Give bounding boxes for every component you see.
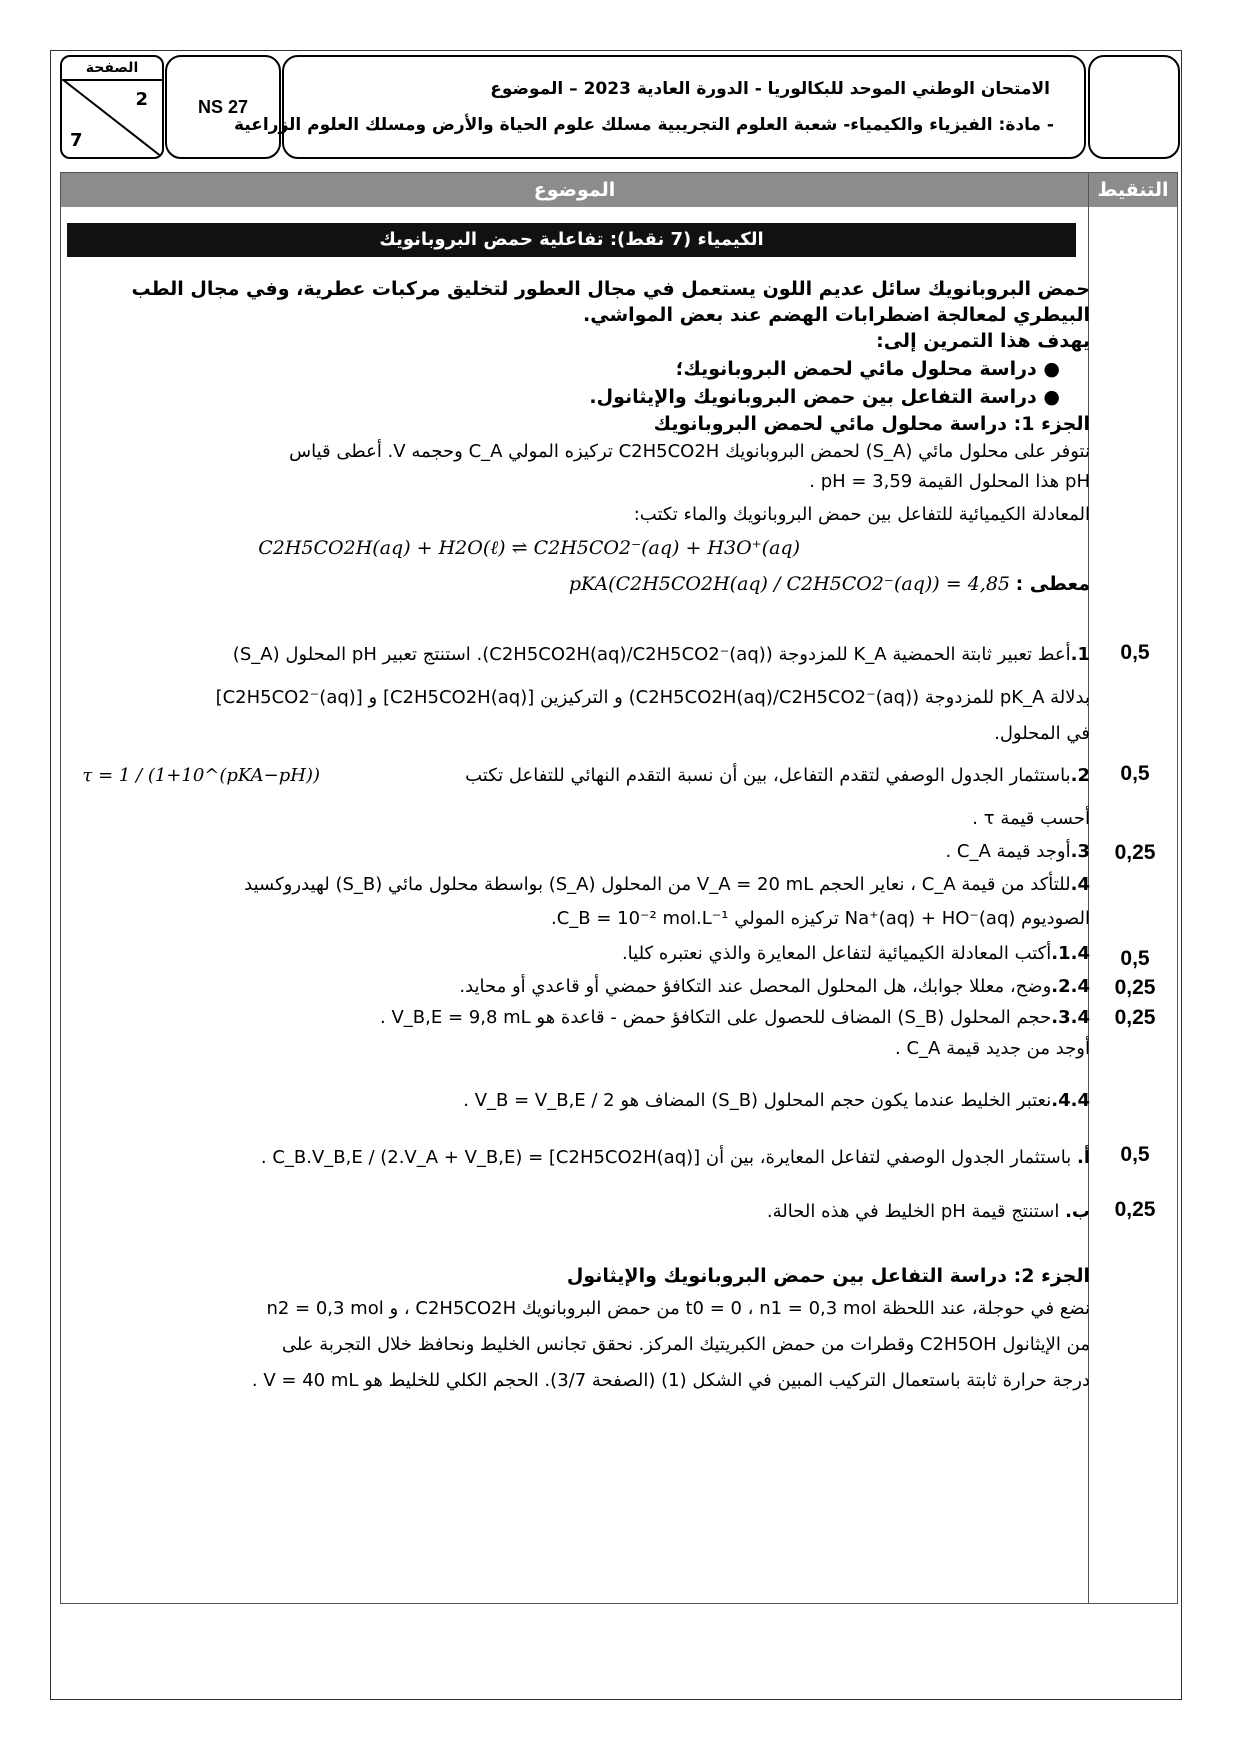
question-1-line2: بدلالة pK_A للمزدوجة (C2H5CO2H(aq)/C2H5CO2⁻(aq)) و التركيزين [C2H5CO2H(aq)] و [C2H5CO2⁻(aq)] [215,687,1090,708]
exam-code: NS 27 [165,55,281,159]
bullet2-text: دراسة التفاعل بين حمض البروبانويك والإيثانول. [589,386,1037,408]
question-2 [465,764,1090,788]
score-q4-2: 0,25 [1114,976,1156,999]
page-total: 7 [70,130,83,151]
question-4-3-line2: أوجد من جديد قيمة C_A . [895,1038,1090,1059]
part1-title: الجزء 1: دراسة محلول مائي لحمض البروبانويك [653,413,1090,435]
q2-num: 2. [1070,765,1090,786]
q44-text: نعتبر الخليط عندما يكون حجم المحلول (S_B) المضاف هو V_B = V_B,E / 2 . [463,1090,1052,1111]
q44a-num: أ. [1076,1147,1090,1168]
q1-text: أعط تعبير ثابتة الحمضية K_A للمزدوجة (C2H5CO2H(aq)/C2H5CO2⁻(aq)). استنتج تعبير pH المحلول (S_A) [232,644,1071,665]
question-4 [244,873,1090,897]
q3-num: 3. [1070,841,1090,862]
q43-text: حجم المحلول (S_B) المضاف للحصول على التكافؤ حمض - قاعدة هو V_B,E = 9,8 mL . [380,1007,1052,1028]
question-4-3 [380,1006,1090,1030]
header-blank-box [1088,55,1180,159]
exam-title-box [233,55,1086,159]
intro-goal: يهدف هذا التمرين إلى: [876,330,1090,352]
question-2-line2: أحسب قيمة τ . [972,808,1090,829]
q1-num: 1. [1070,644,1090,665]
q44b-text: استنتج قيمة pH الخليط في هذه الحالة. [766,1201,1060,1222]
reaction-equation: C2H5CO2H(aq) + H2O(ℓ) ⇌ C2H5CO2⁻(aq) + H3O⁺(aq) [258,537,800,559]
exam-title-line2: - مادة: الفيزياء والكيمياء- شعبة العلوم التجريبية مسلك علوم الحياة والأرض ومسلك العلوم الزراعية [233,115,1054,135]
part2-title: الجزء 2: دراسة التفاعل بين حمض البروبانويك والإيثانول [566,1265,1090,1287]
q3-text: أوجد قيمة C_A . [945,841,1071,862]
question-4-4 [463,1089,1090,1113]
q41-text: أكتب المعادلة الكيميائية لتفاعل المعايرة والذي نعتبره كليا. [621,943,1052,964]
page-number-box [60,55,164,159]
question-3 [945,840,1090,864]
question-4-1 [622,942,1090,966]
score-q3: 0,25 [1114,841,1156,864]
page-current: 2 [135,89,148,110]
q44-num: 4.4. [1051,1090,1090,1111]
question-4-4-b [767,1200,1090,1224]
page-label: الصفحة [62,57,162,81]
q44a-text: باستثمار الجدول الوصفي لتفاعل المعايرة، بين أن [C2H5CO2H(aq)] = C_B.V_B,E / (2.V_A + V_B,E) . [260,1147,1072,1168]
part2-p1: نضع في حوجلة، عند اللحظة t0 = 0 ، n1 = 0,3 mol من حمض البروبانويك C2H5CO2H ، و n2 = 0,3 mol [266,1298,1090,1319]
part2-p3: درجة حرارة ثابتة باستعمال التركيب المبين في الشكل (1) (الصفحة 3/7). الحجم الكلي للخليط هو V = 40 mL . [251,1370,1090,1391]
question-1-line3: في المحلول. [994,723,1090,744]
part1-p2: المعادلة الكيميائية للتفاعل بين حمض البروبانويك والماء تكتب: [633,504,1090,525]
subject-header: الموضوع [61,173,1088,207]
q42-text: وضح، معللا جوابك، هل المحلول المحصل عند التكافؤ حمضي أو قاعدي أو محايد. [459,976,1052,997]
section-title: الكيمياء (7 نقط): تفاعلية حمض البروبانويك [67,223,1076,257]
score-q4-1: 0,5 [1120,947,1150,970]
score-q2: 0,5 [1120,762,1150,785]
question-4-2 [459,975,1090,999]
score-header: التنقيط [1089,173,1177,207]
q43-num: 3.4. [1051,1007,1090,1028]
q4-text: للتأكد من قيمة C_A ، نعاير الحجم V_A = 20 mL من المحلول (S_A) بواسطة محلول مائي (S_B) لهيدروكسيد [244,874,1071,895]
q41-num: 1.4. [1051,943,1090,964]
given-label: معطى : [1015,573,1090,595]
question-4-line2: الصوديوم Na⁺(aq) + HO⁻(aq) تركيزه المولي C_B = 10⁻² mol.L⁻¹. [550,908,1090,929]
part1-p1: نتوفر على محلول مائي (S_A) لحمض البروبانويك C2H5CO2H تركيزه المولي C_A وحجمه V. أعطى قياس [289,441,1090,462]
intro-bullet1: ● دراسة محلول مائي لحمض البروبانويك؛ [675,358,1060,380]
q44b-num: ب. [1065,1201,1090,1222]
intro-line2: البيطري لمعالجة اضطرابات الهضم عند بعض المواشي. [583,304,1090,326]
q4-num: 4. [1070,874,1090,895]
q2-formula: τ = 1 / (1+10^(pKA−pH)) [82,765,320,786]
part1-p1b: pH هذا المحلول القيمة pH = 3,59 . [809,471,1090,492]
q42-num: 2.4. [1051,976,1090,997]
part2-p2: من الإيثانول C2H5OH وقطرات من حمض الكبريتيك المركز. نحقق تجانس الخليط ونحافظ خلال التجربة على [281,1334,1090,1355]
intro-line1: حمض البروبانويك سائل عديم اللون يستعمل في مجال العطور لتخليق مركبات عطرية، وفي مجال الطب [131,278,1090,300]
score-q4-4-b: 0,25 [1114,1198,1156,1221]
bullet1-text: دراسة محلول مائي لحمض البروبانويك؛ [675,358,1037,380]
score-q1: 0,5 [1120,641,1150,664]
q2-text: باستثمار الجدول الوصفي لتقدم التفاعل، بين أن نسبة التقدم النهائي للتفاعل تكتب [465,765,1071,786]
question-4-4-a [261,1146,1090,1170]
score-q4-4-a: 0,5 [1120,1143,1150,1166]
question-1 [233,643,1090,667]
exam-title-line1: الامتحان الوطني الموحد للبكالوريا - الدورة العادية 2023 – الموضوع [490,79,1050,99]
intro-bullet2: ● دراسة التفاعل بين حمض البروبانويك والإيثانول. [589,386,1060,408]
score-q4-3: 0,25 [1114,1006,1156,1029]
given-pka: pKA(C2H5CO2H(aq) / C2H5CO2⁻(aq)) = 4,85 [568,573,1010,595]
